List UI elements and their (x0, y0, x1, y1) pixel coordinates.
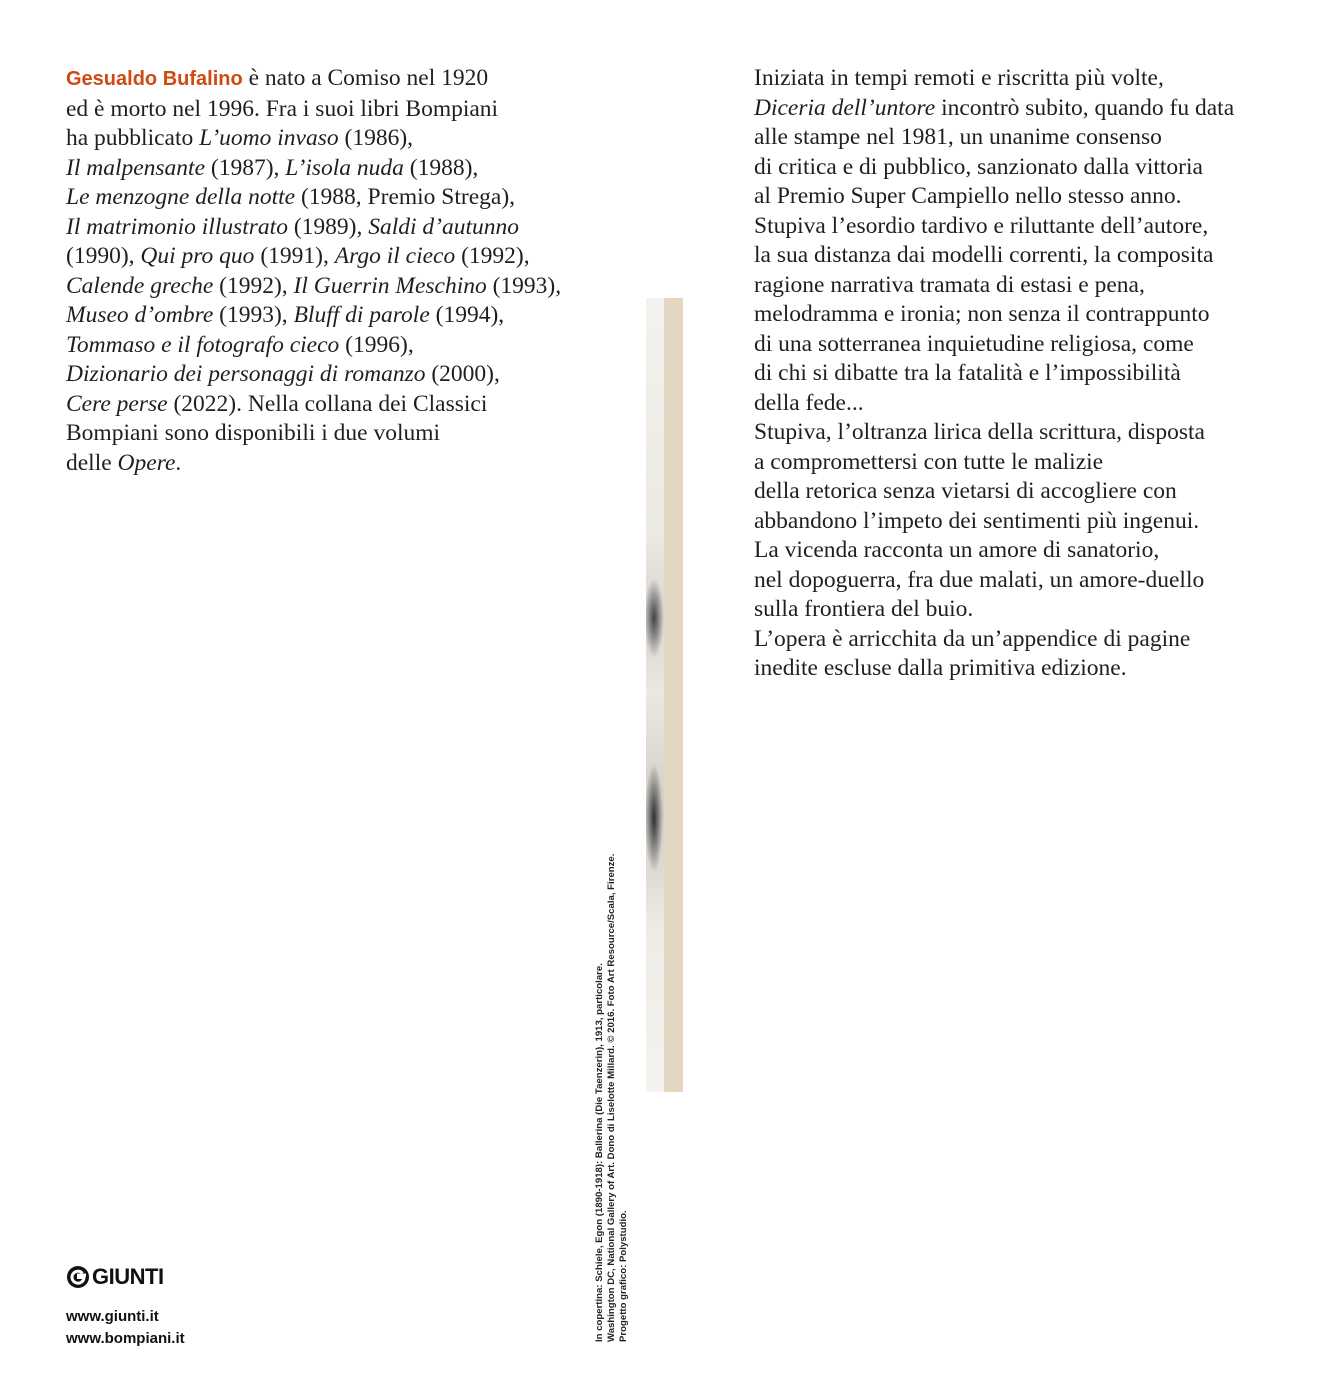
bio-text: (1988, Premio Strega), (295, 184, 516, 210)
book-title: L’uomo invaso (199, 125, 339, 151)
bio-text: (1993), (213, 302, 294, 328)
giunti-logo (66, 1264, 164, 1290)
blurb-line: la sua distanza dai modelli correnti, la composita (754, 242, 1214, 268)
bio-text: (1986), (338, 125, 414, 151)
bio-text: . (175, 449, 182, 476)
book-title: Qui pro quo (140, 243, 255, 269)
blurb-line: di critica e di pubblico, sanzionato dalla vittoria (754, 153, 1203, 180)
blurb-text: incontrò subito, quando fu data (935, 94, 1235, 121)
book-title: Dizionario dei personaggi di romanzo (66, 361, 426, 387)
blurb-line: melodramma e ironia; non senza il contrappunto (754, 301, 1210, 327)
bio-line: ed è morto nel 1996. Fra i suoi libri Bompiani (66, 95, 499, 122)
publisher-urls (66, 1306, 185, 1350)
blurb-line: L’opera è arricchita da un’appendice di pagine (754, 625, 1191, 652)
blurb-line: nel dopoguerra, fra due malati, un amore-duello (754, 566, 1205, 593)
giunti-url[interactable]: www.giunti.it (66, 1308, 159, 1325)
blurb-line: abbandono l’impeto dei sentimenti più ingenui. (754, 507, 1200, 534)
bompiani-url[interactable]: www.bompiani.it (66, 1330, 185, 1347)
blurb-line: La vicenda racconta un amore di sanatorio, (754, 537, 1160, 563)
author-name: Gesualdo Bufalino (66, 68, 243, 90)
blurb-line: Stupiva, l’oltranza lirica della scrittura, disposta (754, 419, 1205, 445)
bio-text: è nato a Comiso nel 1920 (242, 65, 489, 91)
credits-line: Washington DC, National Gallery of Art. Dono di Liselotte Millard. © 2016. Foto Art Resource/Scala, Firenze. (606, 853, 617, 1342)
bio-line (66, 301, 606, 331)
bio-text: (1994), (429, 302, 505, 328)
bio-text: (1990), (66, 243, 141, 269)
book-title: Le menzogne della notte (66, 184, 296, 210)
blurb-line: alle stampe nel 1981, un unanime consenso (754, 124, 1162, 150)
book-title: Il matrimonio illustrato (66, 213, 288, 240)
bio-line (66, 64, 606, 95)
book-title: Museo d’ombre (66, 302, 214, 328)
blurb-line (754, 94, 1324, 124)
blurb-line: inedite escluse dalla primitiva edizione. (754, 655, 1127, 681)
book-blurb (754, 64, 1324, 684)
author-bio (66, 64, 606, 478)
bio-text: (1988), (403, 154, 479, 181)
book-title: Diceria dell’untore (754, 94, 936, 121)
blurb-line: della fede... (754, 389, 864, 416)
book-title: Il malpensante (66, 154, 206, 181)
blurb-line: ragione narrativa tramata di estasi e pena, (754, 271, 1145, 298)
book-title: Calende greche (66, 272, 214, 299)
book-title: Opere (117, 449, 176, 476)
bio-line (66, 449, 606, 479)
bio-line (66, 390, 606, 420)
blurb-line: di una sotterranea inquietudine religiosa, come (754, 330, 1194, 357)
bio-text: (2000), (425, 361, 500, 387)
bio-line (66, 272, 606, 302)
bio-text: (1987), (205, 154, 286, 181)
cover-photo-fragment (646, 298, 664, 1092)
bio-text: delle (66, 449, 118, 476)
cover-credits (594, 854, 630, 1342)
giunti-g-icon (66, 1265, 90, 1289)
book-title: Argo il cieco (334, 243, 456, 269)
blurb-line: Iniziata in tempi remoti e riscritta più volte, (754, 65, 1164, 91)
blurb-line: al Premio Super Campiello nello stesso anno. (754, 183, 1182, 209)
bio-line (66, 360, 606, 390)
bio-line: Bompiani sono disponibili i due volumi (66, 420, 441, 446)
blurb-line: sulla frontiera del buio. (754, 596, 974, 622)
blurb-line: a compromettersi con tutte le malizie (754, 448, 1104, 475)
blurb-line: Stupiva l’esordio tardivo e riluttante dell’autore, (754, 212, 1209, 239)
bio-line (66, 242, 606, 272)
credits-line: In copertina: Schiele, Egon (1890-1918): Ballerina (Die Taenzerin), 1913, particolare. (594, 963, 605, 1342)
bio-text: (1993), (486, 272, 562, 299)
bio-text: (1989), (287, 213, 369, 240)
book-title: Saldi d’autunno (368, 213, 520, 240)
bio-text: (2022). Nella collana dei Classici (167, 390, 488, 417)
credits-line: Progetto grafico: Polystudio. (618, 1210, 629, 1342)
bio-line (66, 183, 606, 213)
book-title: Bluff di parole (293, 302, 430, 328)
blurb-line: di chi si dibatte tra la fatalità e l’impossibilità (754, 360, 1181, 386)
bio-line (66, 213, 606, 243)
bio-text: (1991), (254, 243, 335, 269)
bio-text: (1996), (339, 331, 414, 358)
book-title: Cere perse (66, 390, 168, 417)
bio-line (66, 331, 606, 361)
book-title: Tommaso e il fotografo cieco (66, 331, 340, 358)
book-title: Il Guerrin Meschino (293, 272, 487, 299)
bio-text: (1992), (455, 243, 530, 269)
cover-image-strip (646, 298, 683, 1092)
logo-text: GIUNTI (92, 1264, 164, 1289)
bio-line (66, 154, 606, 184)
book-title: L’isola nuda (285, 154, 404, 181)
bio-line (66, 124, 606, 154)
bio-text: ha pubblicato (66, 125, 200, 151)
blurb-line: della retorica senza vietarsi di accogliere con (754, 478, 1177, 504)
bio-text: (1992), (213, 272, 294, 299)
